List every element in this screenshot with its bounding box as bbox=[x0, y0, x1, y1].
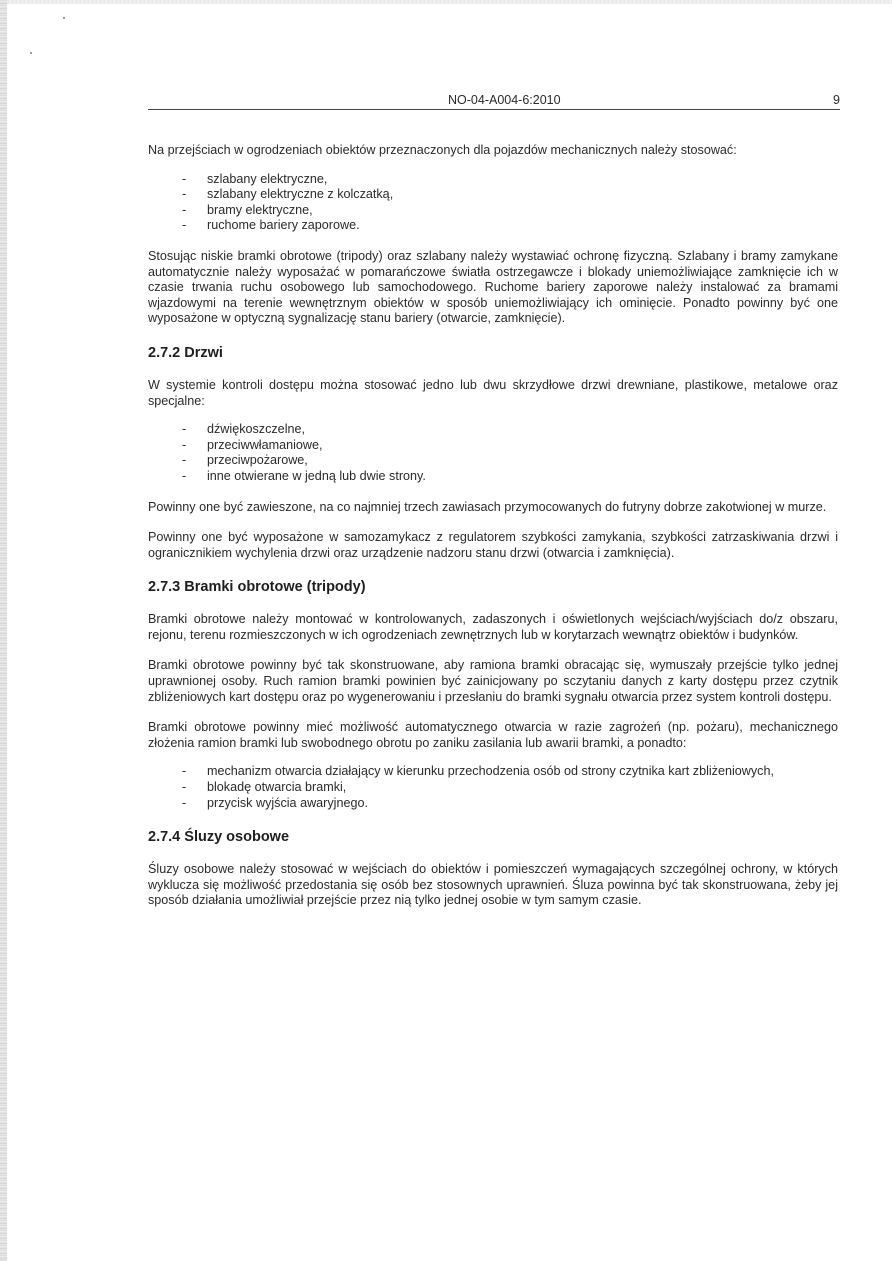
section-heading-2-7-4: 2.7.4 Śluzy osobowe bbox=[148, 829, 290, 846]
document-code: NO-04-A004-6:2010 bbox=[448, 93, 561, 107]
list-item: - inne otwierane w jedną lub dwie strony. bbox=[182, 468, 426, 483]
list-item: - dźwiękoszczelne, bbox=[182, 422, 305, 437]
list-item: - szlabany elektryczne, bbox=[182, 171, 328, 186]
scan-speck bbox=[30, 52, 32, 54]
scan-left-edge bbox=[0, 0, 7, 1261]
list-item: - mechanizm otwarcia działający w kierunku przechodzenia osób od strony czytnika kart zbliżeniowych, bbox=[182, 764, 774, 779]
list-item: - blokadę otwarcia bramki, bbox=[182, 780, 347, 795]
scan-top-edge bbox=[0, 0, 892, 4]
list-item: - przeciwpożarowe, bbox=[182, 453, 308, 468]
scan-speck bbox=[63, 17, 65, 19]
section-heading-2-7-2: 2.7.2 Drzwi bbox=[148, 344, 223, 361]
turnstiles-paragraph-2: Bramki obrotowe powinny być tak skonstruowane, aby ramiona bramki obracając się, wymuszały przejście tylko jednej uprawnionej osoby. Ruch ramion bramki powinien być zainicjowany po sczytaniu danych z karty dostępu przez czytnik zbliżeniowych kart dostępu oraz po wygenerowaniu i przesłaniu do bramki sygnału otwarcia przez system kontroli dostępu. bbox=[148, 658, 838, 704]
section-heading-2-7-3: 2.7.3 Bramki obrotowe (tripody) bbox=[148, 579, 366, 596]
turnstiles-paragraph-3: Bramki obrotowe powinny mieć możliwość automatycznego otwarcia w razie zagrożeń (np. pożaru), mechanicznego złożenia ramion bramki lub swobodnego obrotu po zaniku zasilania lub awarii bramki, a ponadto: bbox=[148, 720, 838, 750]
doors-paragraph: W systemie kontroli dostępu można stosować jedno lub dwu skrzydłowe drzwi drewniane, plastikowe, metalowe oraz specjalne: bbox=[148, 377, 838, 408]
vehicle-barriers-list bbox=[148, 172, 838, 234]
page-number: 9 bbox=[833, 93, 840, 107]
airlocks-paragraph: Śluzy osobowe należy stosować w wejściach do obiektów i pomieszczeń wymagających szczególnej ochrony, w których wyklucza się możliwość przedostania się osób bez stosownych uprawnień. Śluza powinna być tak skonstruowana, żeby jej sposób działania umożliwiał przejście przez nią tylko jednej osobie w tym samym czasie. bbox=[148, 862, 838, 908]
intro-paragraph: Na przejściach w ogrodzeniach obiektów przeznaczonych dla pojazdów mechanicznych należy stosować: bbox=[148, 143, 737, 157]
turnstiles-paragraph: Bramki obrotowe należy montować w kontrolowanych, zadaszonych i oświetlonych wejściach/wyjściach do/z obszaru, rejonu, terenu rozmieszczonych w ich ogrodzeniach zewnętrznych lub w korytarzach wewnątrz obiektów i budynków. bbox=[148, 612, 838, 642]
doors-paragraph-3: Powinny one być wyposażone w samozamykacz z regulatorem szybkości zamykania, szybkości zatrzaskiwania drzwi i ogranicznikiem wychylenia drzwi oraz urządzenie nadzoru stanu drzwi (otwarcia i zamknięcia). bbox=[148, 530, 838, 560]
list-item: - bramy elektryczne, bbox=[182, 202, 313, 217]
intro-paragraph-2: Stosując niskie bramki obrotowe (tripody) oraz szlabany należy wystawiać ochronę fizyczną. Szlabany i bramy zamykane automatycznie należy wyposażać w pomarańczowe światła ostrzegawcze i blokady uniemożliwiające zamknięcie ich w czasie trwania ruchu osobowego lub samochodowego. Ruchome bariery zaporowe należy instalować za bramami wjazdowymi na terenie wewnętrznym obiektów w sposób uniemożliwiający ich ominięcie. Ponadto powinny być one wyposażone w optyczną sygnalizację stanu bariery (otwarcie, zamknięcie). bbox=[148, 248, 838, 326]
list-item: - szlabany elektryczne z kolczatką, bbox=[182, 187, 394, 202]
list-item: - ruchome bariery zaporowe. bbox=[182, 218, 360, 233]
doors-paragraph-2: Powinny one być zawieszone, na co najmniej trzech zawiasach przymocowanych do futryny dobrze zakotwionej w murze. bbox=[148, 499, 827, 514]
page-header bbox=[148, 91, 840, 110]
door-types-list bbox=[148, 422, 838, 484]
document-body bbox=[148, 143, 838, 909]
list-item: - przycisk wyjścia awaryjnego. bbox=[182, 795, 368, 810]
turnstile-features-list bbox=[148, 764, 838, 811]
list-item: - przeciwwłamaniowe, bbox=[182, 437, 323, 452]
